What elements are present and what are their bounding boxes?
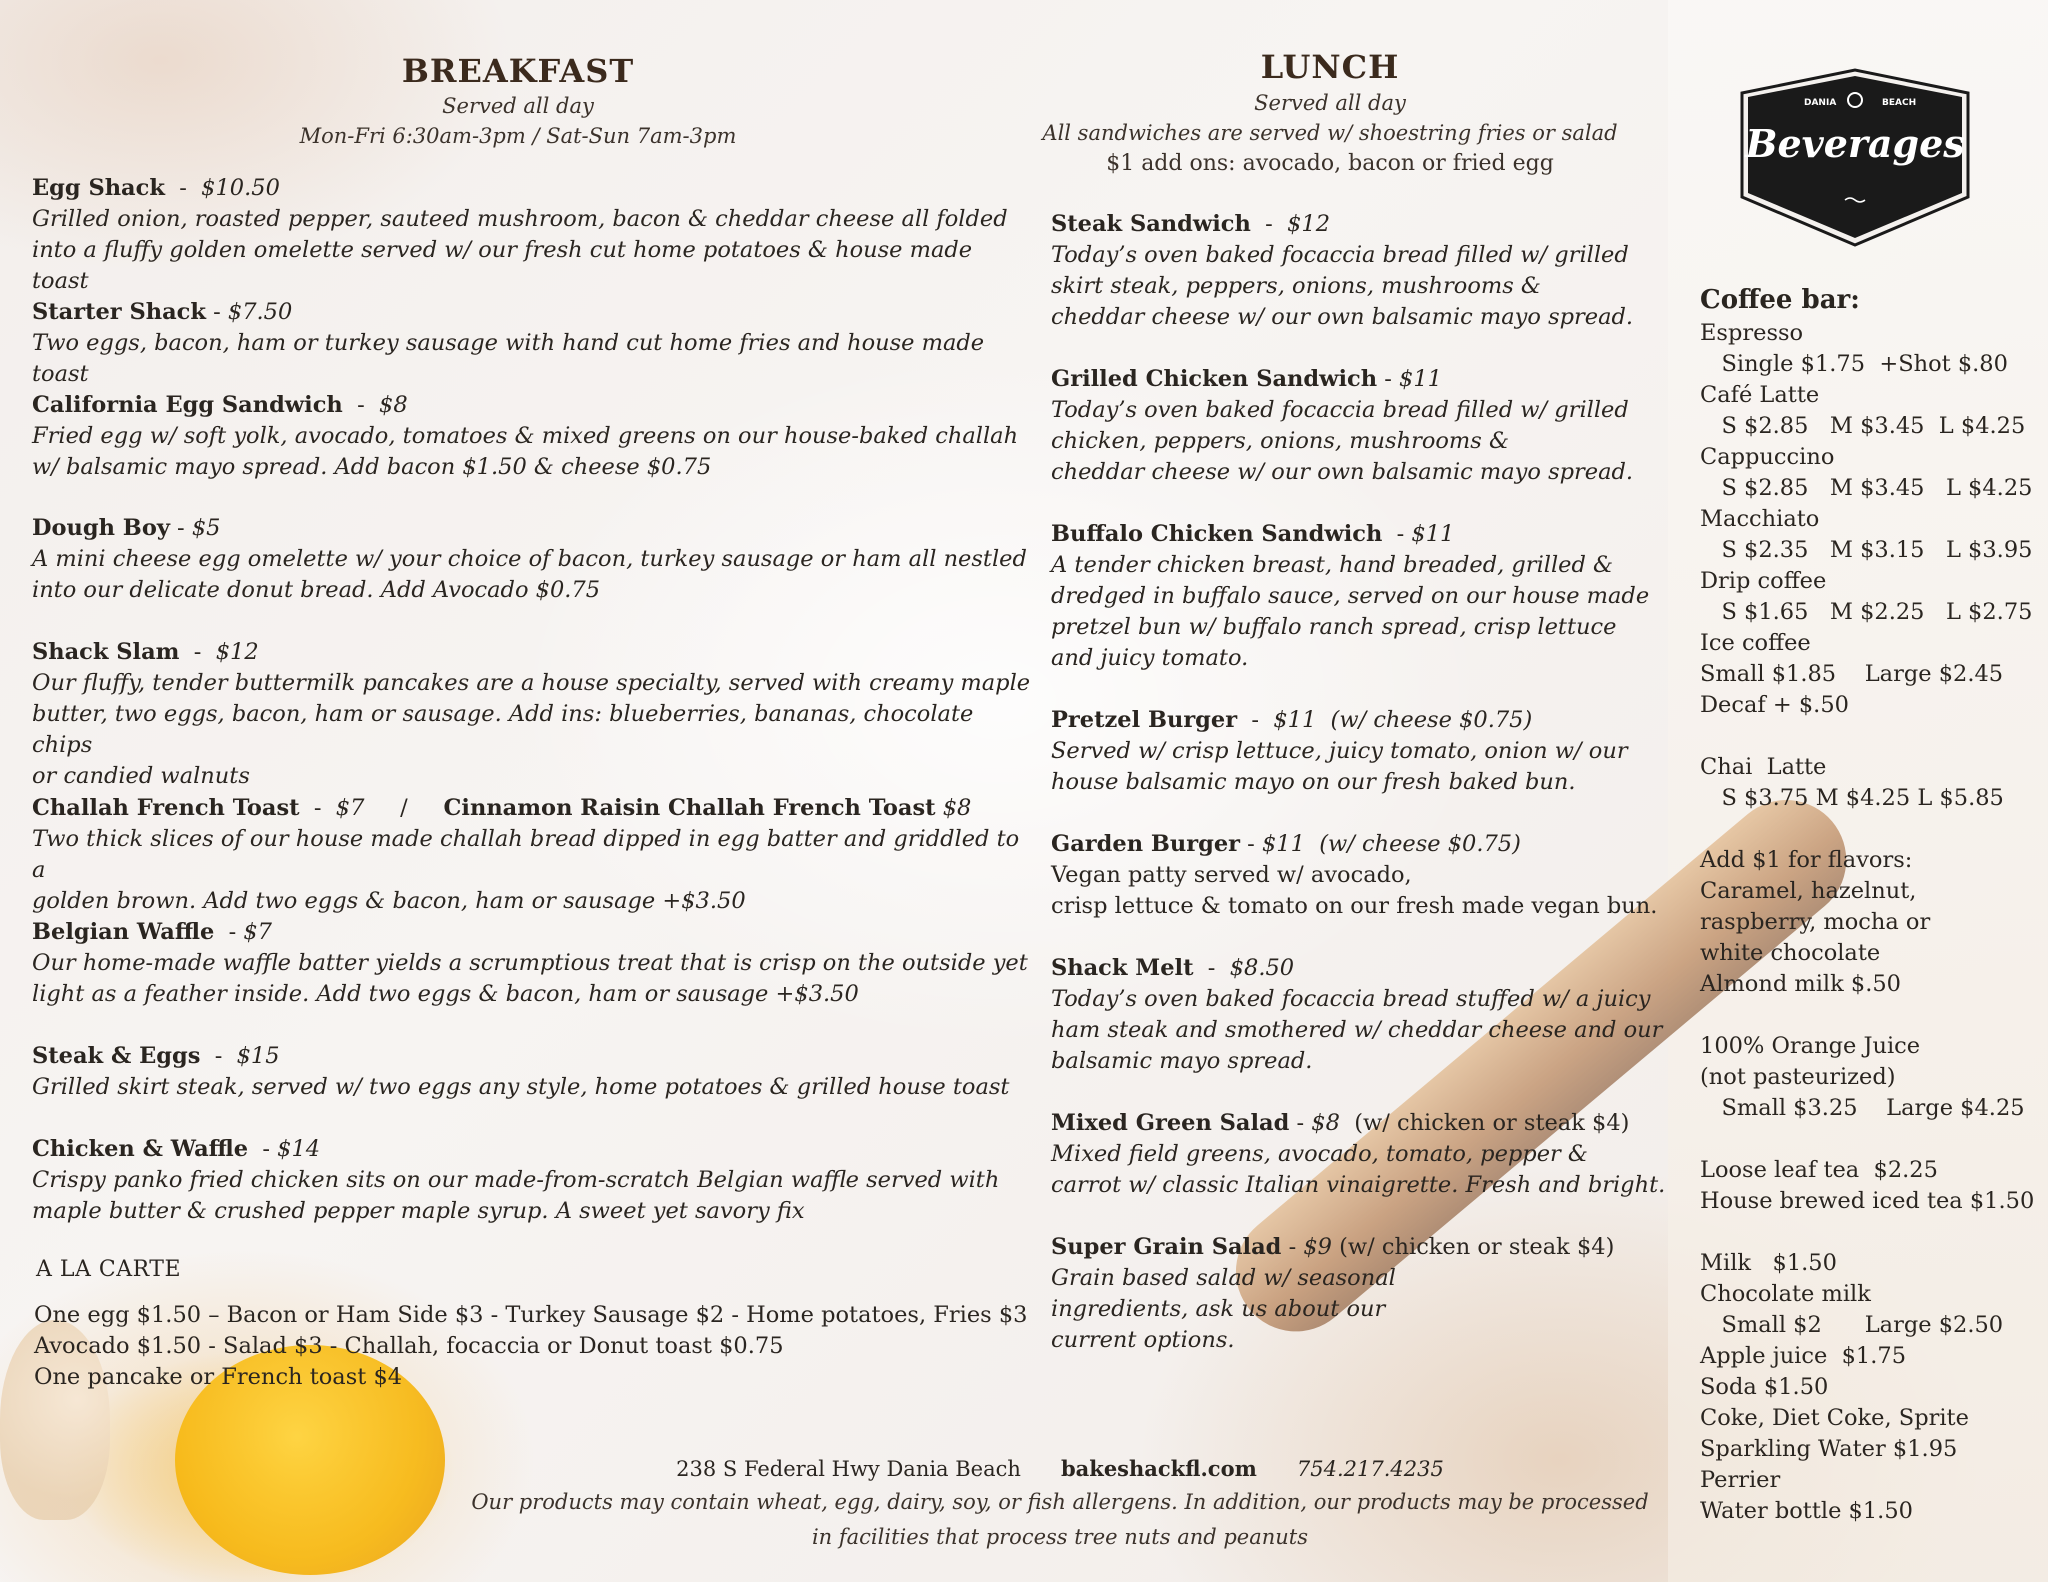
item-sep: - — [169, 515, 192, 541]
lunch-item — [1051, 1232, 1671, 1356]
item-description: Grilled onion, roasted pepper, sauteed mushroom, bacon & cheddar cheese all folded — [32, 206, 1008, 232]
item-description: Our fluffy, tender buttermilk pancakes are a house specialty, served with creamy maple — [32, 670, 1031, 696]
beverage-line: white chocolate — [1700, 940, 1881, 966]
item-description: Today’s oven baked focaccia bread filled w/ grilled — [1051, 397, 1629, 423]
item-description: Fried egg w/ soft yolk, avocado, tomatoes & mixed greens on our house-baked challah — [32, 423, 1019, 449]
lunch-served: Served all day — [1254, 91, 1406, 115]
beverage-line: Cappuccino — [1700, 444, 1835, 470]
a-la-carte-line: One pancake or French toast $4 — [34, 1364, 403, 1390]
item-description: Today’s oven baked focaccia bread stuffed w/ a juicy — [1051, 986, 1651, 1012]
item-description: butter, two eggs, bacon, ham or sausage. Add ins: blueberries, bananas, chocolate chips — [32, 701, 974, 758]
breakfast-item — [32, 173, 1032, 297]
a-la-carte-line: One egg $1.50 – Bacon or Ham Side $3 - Turkey Sausage $2 - Home potatoes, Fries $3 — [34, 1302, 1028, 1328]
item-sep: - — [205, 299, 228, 325]
item-description: carrot w/ classic Italian vinaigrette. Fresh and bright. — [1051, 1172, 1666, 1198]
badge-left-text: DANIA — [1804, 98, 1837, 108]
lunch-item — [1051, 953, 1671, 1077]
item-name: Starter Shack — [32, 299, 206, 325]
coffee-bar-heading: Coffee bar: — [1700, 285, 1860, 315]
item-description: cheddar cheese w/ our own balsamic mayo spread. — [1051, 304, 1634, 330]
lunch-item — [1051, 519, 1671, 674]
footer-contact — [560, 1456, 1560, 1481]
item-sep: - — [1193, 955, 1230, 981]
item-sep: - — [299, 795, 336, 821]
item-description: Served w/ crisp lettuce, juicy tomato, onion w/ our — [1051, 738, 1628, 764]
breakfast-served: Served all day — [442, 94, 594, 118]
item-name: Steak Sandwich — [1051, 211, 1251, 237]
item-description: ingredients, ask us about our — [1051, 1296, 1386, 1322]
item-description: balsamic mayo spread. — [1051, 1048, 1313, 1074]
item-description: w/ balsamic mayo spread. Add bacon $1.50 & cheese $0.75 — [32, 454, 712, 480]
item-sep: - — [1377, 366, 1400, 392]
beverages-badge — [1732, 65, 1978, 250]
beverage-line: Café Latte — [1700, 382, 1820, 408]
lunch-item — [1051, 209, 1671, 333]
item-extra: (w/ chicken or steak $4) — [1339, 1110, 1630, 1136]
item-description: Our home-made waffle batter yields a scrumptious treat that is crisp on the outside yet — [32, 950, 1028, 976]
beverage-line: (not pasteurized) — [1700, 1064, 1896, 1090]
item-name: Dough Boy — [32, 515, 170, 541]
item-description: light as a feather inside. Add two eggs & bacon, ham or sausage +$3.50 — [32, 981, 859, 1007]
item-name: Buffalo Chicken Sandwich — [1051, 521, 1383, 547]
lunch-item — [1051, 1108, 1671, 1201]
beverage-line: Small $1.85 Large $2.45 — [1700, 661, 2004, 687]
beverage-line: House brewed iced tea $1.50 — [1700, 1188, 2035, 1214]
beverage-line: Milk $1.50 — [1700, 1250, 1837, 1276]
item-description: Two eggs, bacon, ham or turkey sausage with hand cut home fries and house made toast — [32, 330, 985, 387]
beverage-line: S $1.65 M $2.25 L $2.75 — [1700, 599, 2033, 625]
item-sep: - — [1281, 1234, 1304, 1260]
item-price: $11 — [1399, 366, 1442, 392]
beverage-line: 100% Orange Juice — [1700, 1033, 1921, 1059]
allergen-notice-2: in facilities that process tree nuts and peanuts — [811, 1525, 1309, 1549]
beverage-line: Loose leaf tea $2.25 — [1700, 1157, 1938, 1183]
item-name: Shack Slam — [32, 639, 180, 665]
breakfast-title: BREAKFAST — [401, 52, 635, 90]
item-description: into our delicate donut bread. Add Avocado $0.75 — [32, 577, 601, 603]
item-extra: (w/ chicken or steak $4) — [1331, 1234, 1615, 1260]
item-description: Grain based salad w/ seasonal — [1051, 1265, 1396, 1291]
beverage-line: Almond milk $.50 — [1700, 971, 1901, 997]
beverage-line: Ice coffee — [1700, 630, 1811, 656]
item-sep: / — [364, 795, 444, 821]
item-price: $7.50 — [227, 299, 293, 325]
beverage-line: Drip coffee — [1700, 568, 1827, 594]
beverage-line: Decaf + $.50 — [1700, 692, 1849, 718]
item-name: Cinnamon Raisin Challah French Toast — [443, 795, 936, 821]
item-price: $8 — [1311, 1110, 1340, 1136]
item-sep: - — [342, 392, 379, 418]
item-name: Challah French Toast — [32, 795, 300, 821]
item-price: $8 — [942, 795, 972, 821]
item-description: into a fluffy golden omelette served w/ our fresh cut home potatoes & house made toast — [32, 237, 973, 294]
item-description: A mini cheese egg omelette w/ your choice of bacon, turkey sausage or ham all nestled — [32, 546, 1027, 572]
item-name: Shack Melt — [1051, 955, 1194, 981]
item-name: Garden Burger — [1051, 831, 1241, 857]
lunch-addons: $1 add ons: avocado, bacon or fried egg — [1106, 151, 1554, 176]
item-sep: - — [1240, 831, 1262, 857]
item-price: $8 — [379, 392, 408, 418]
beverage-line: Soda $1.50 — [1700, 1374, 1829, 1400]
item-sep: - — [1289, 1110, 1312, 1136]
item-price: $10.50 — [201, 175, 280, 201]
item-name: Chicken & Waffle — [32, 1136, 249, 1162]
item-price: $11 — [1411, 521, 1455, 547]
beverage-line: Espresso — [1700, 320, 1804, 346]
item-sep: - — [248, 1136, 278, 1162]
item-description: current options. — [1051, 1327, 1235, 1353]
item-price: $11 (w/ cheese $0.75) — [1261, 831, 1521, 857]
item-description: and juicy tomato. — [1051, 645, 1249, 671]
breakfast-item — [32, 390, 1032, 483]
item-price: $15 — [236, 1043, 280, 1069]
item-name: Super Grain Salad — [1051, 1234, 1282, 1260]
item-sep: - — [1382, 521, 1412, 547]
item-description: golden brown. Add two eggs & bacon, ham or sausage +$3.50 — [32, 888, 746, 914]
breakfast-item — [32, 1134, 1032, 1227]
item-description: or candied walnuts — [32, 763, 250, 789]
beverage-line: Chai Latte — [1700, 754, 1827, 780]
lunch-item — [1051, 829, 1671, 922]
breakfast-item — [32, 637, 1032, 792]
beverage-line: raspberry, mocha or — [1700, 909, 1931, 935]
item-description: Vegan patty served w/ avocado, — [1051, 862, 1412, 888]
breakfast-item — [32, 917, 1032, 1010]
item-description: pretzel bun w/ buffalo ranch spread, crisp lettuce — [1051, 614, 1617, 640]
item-price: $5 — [191, 515, 221, 541]
beverage-line: Single $1.75 +Shot $.80 — [1700, 351, 2008, 377]
item-sep: - — [1237, 707, 1274, 733]
item-price: $12 — [215, 639, 259, 665]
item-sep: - — [214, 919, 244, 945]
beverage-line: Small $2 Large $2.50 — [1700, 1312, 2004, 1338]
item-description: crisp lettuce & tomato on our fresh made vegan bun. — [1051, 893, 1658, 919]
lunch-note: All sandwiches are served w/ shoestring fries or salad — [1042, 121, 1618, 145]
item-description: Today’s oven baked focaccia bread filled w/ grilled — [1051, 242, 1629, 268]
item-name: Egg Shack — [32, 175, 165, 201]
breakfast-item — [32, 513, 1032, 606]
lunch-item — [1051, 364, 1671, 488]
item-description: Mixed field greens, avocado, tomato, pepper & — [1051, 1141, 1588, 1167]
item-description: skirt steak, peppers, onions, mushrooms & — [1051, 273, 1541, 299]
beverage-line: S $3.75 M $4.25 L $5.85 — [1700, 785, 2004, 811]
beverage-line: Coke, Diet Coke, Sprite — [1700, 1405, 1969, 1431]
lunch-title: LUNCH — [1260, 48, 1400, 86]
beverage-line: S $2.85 M $3.45 L $4.25 — [1700, 475, 2033, 501]
item-sep: - — [164, 175, 202, 201]
a-la-carte-title: A LA CARTE — [36, 1257, 182, 1282]
beverage-line: Sparkling Water $1.95 — [1700, 1436, 1958, 1462]
item-name: Belgian Waffle — [32, 919, 215, 945]
beverage-line: Caramel, hazelnut, — [1700, 878, 1917, 904]
item-price: $14 — [277, 1136, 321, 1162]
beverage-line: Apple juice $1.75 — [1700, 1343, 1907, 1369]
item-description: dredged in buffalo sauce, served on our house made — [1051, 583, 1650, 609]
item-name: Pretzel Burger — [1051, 707, 1238, 733]
item-description: maple butter & crushed pepper maple syrup. A sweet yet savory fix — [32, 1198, 805, 1224]
item-sep: - — [179, 639, 216, 665]
breakfast-item — [32, 1041, 1032, 1103]
item-name: Mixed Green Salad — [1051, 1110, 1290, 1136]
breakfast-item — [32, 793, 1032, 917]
item-description: ham steak and smothered w/ cheddar cheese and our — [1051, 1017, 1663, 1043]
item-price: $11 (w/ cheese $0.75) — [1273, 707, 1533, 733]
beverage-line: Macchiato — [1700, 506, 1820, 532]
beverage-line: Water bottle $1.50 — [1700, 1498, 1913, 1524]
breakfast-item — [32, 297, 1032, 390]
item-name: California Egg Sandwich — [32, 392, 343, 418]
item-sep: - — [1250, 211, 1288, 237]
beverage-line: S $2.35 M $3.15 L $3.95 — [1700, 537, 2033, 563]
breakfast-hours: Mon-Fri 6:30am-3pm / Sat-Sun 7am-3pm — [299, 124, 737, 148]
item-name: Steak & Eggs — [32, 1043, 201, 1069]
footer-address: 238 S Federal Hwy Dania Beach — [676, 1457, 1021, 1481]
item-description: A tender chicken breast, hand breaded, grilled & — [1051, 552, 1614, 578]
item-description: chicken, peppers, onions, mushrooms & — [1051, 428, 1509, 454]
item-price: $12 — [1287, 211, 1331, 237]
item-price: $7 — [335, 795, 365, 821]
item-price: $7 — [243, 919, 272, 945]
item-price: $8.50 — [1229, 955, 1295, 981]
item-price: $9 — [1303, 1234, 1332, 1260]
footer-phone[interactable]: 754.217.4235 — [1296, 1457, 1444, 1481]
beverage-line: Small $3.25 Large $4.25 — [1700, 1095, 2025, 1121]
beverage-line: Perrier — [1700, 1467, 1781, 1493]
beverage-line: S $2.85 M $3.45 L $4.25 — [1700, 413, 2026, 439]
lunch-item — [1051, 705, 1671, 798]
beverage-line: Add $1 for flavors: — [1700, 847, 1913, 873]
item-description: Grilled skirt steak, served w/ two eggs any style, home potatoes & grilled house toast — [32, 1074, 1010, 1100]
item-sep: - — [200, 1043, 237, 1069]
item-description: Two thick slices of our house made challah bread dipped in egg batter and griddled to a — [32, 826, 1020, 883]
allergen-notice-1: Our products may contain wheat, egg, dairy, soy, or fish allergens. In addition, our products may be processed — [471, 1490, 1649, 1514]
beverage-line: Chocolate milk — [1700, 1281, 1871, 1307]
item-description: cheddar cheese w/ our own balsamic mayo spread. — [1051, 459, 1634, 485]
footer-website[interactable]: bakeshackfl.com — [1060, 1456, 1257, 1481]
badge-title: Beverages — [1745, 121, 1965, 166]
item-description: house balsamic mayo on our fresh baked bun. — [1051, 769, 1576, 795]
badge-right-text: BEACH — [1882, 98, 1917, 108]
item-description: Crispy panko fried chicken sits on our made-from-scratch Belgian waffle served with — [32, 1167, 1000, 1193]
item-name: Grilled Chicken Sandwich — [1051, 366, 1378, 392]
a-la-carte-line: Avocado $1.50 - Salad $3 - Challah, focaccia or Donut toast $0.75 — [34, 1333, 784, 1359]
